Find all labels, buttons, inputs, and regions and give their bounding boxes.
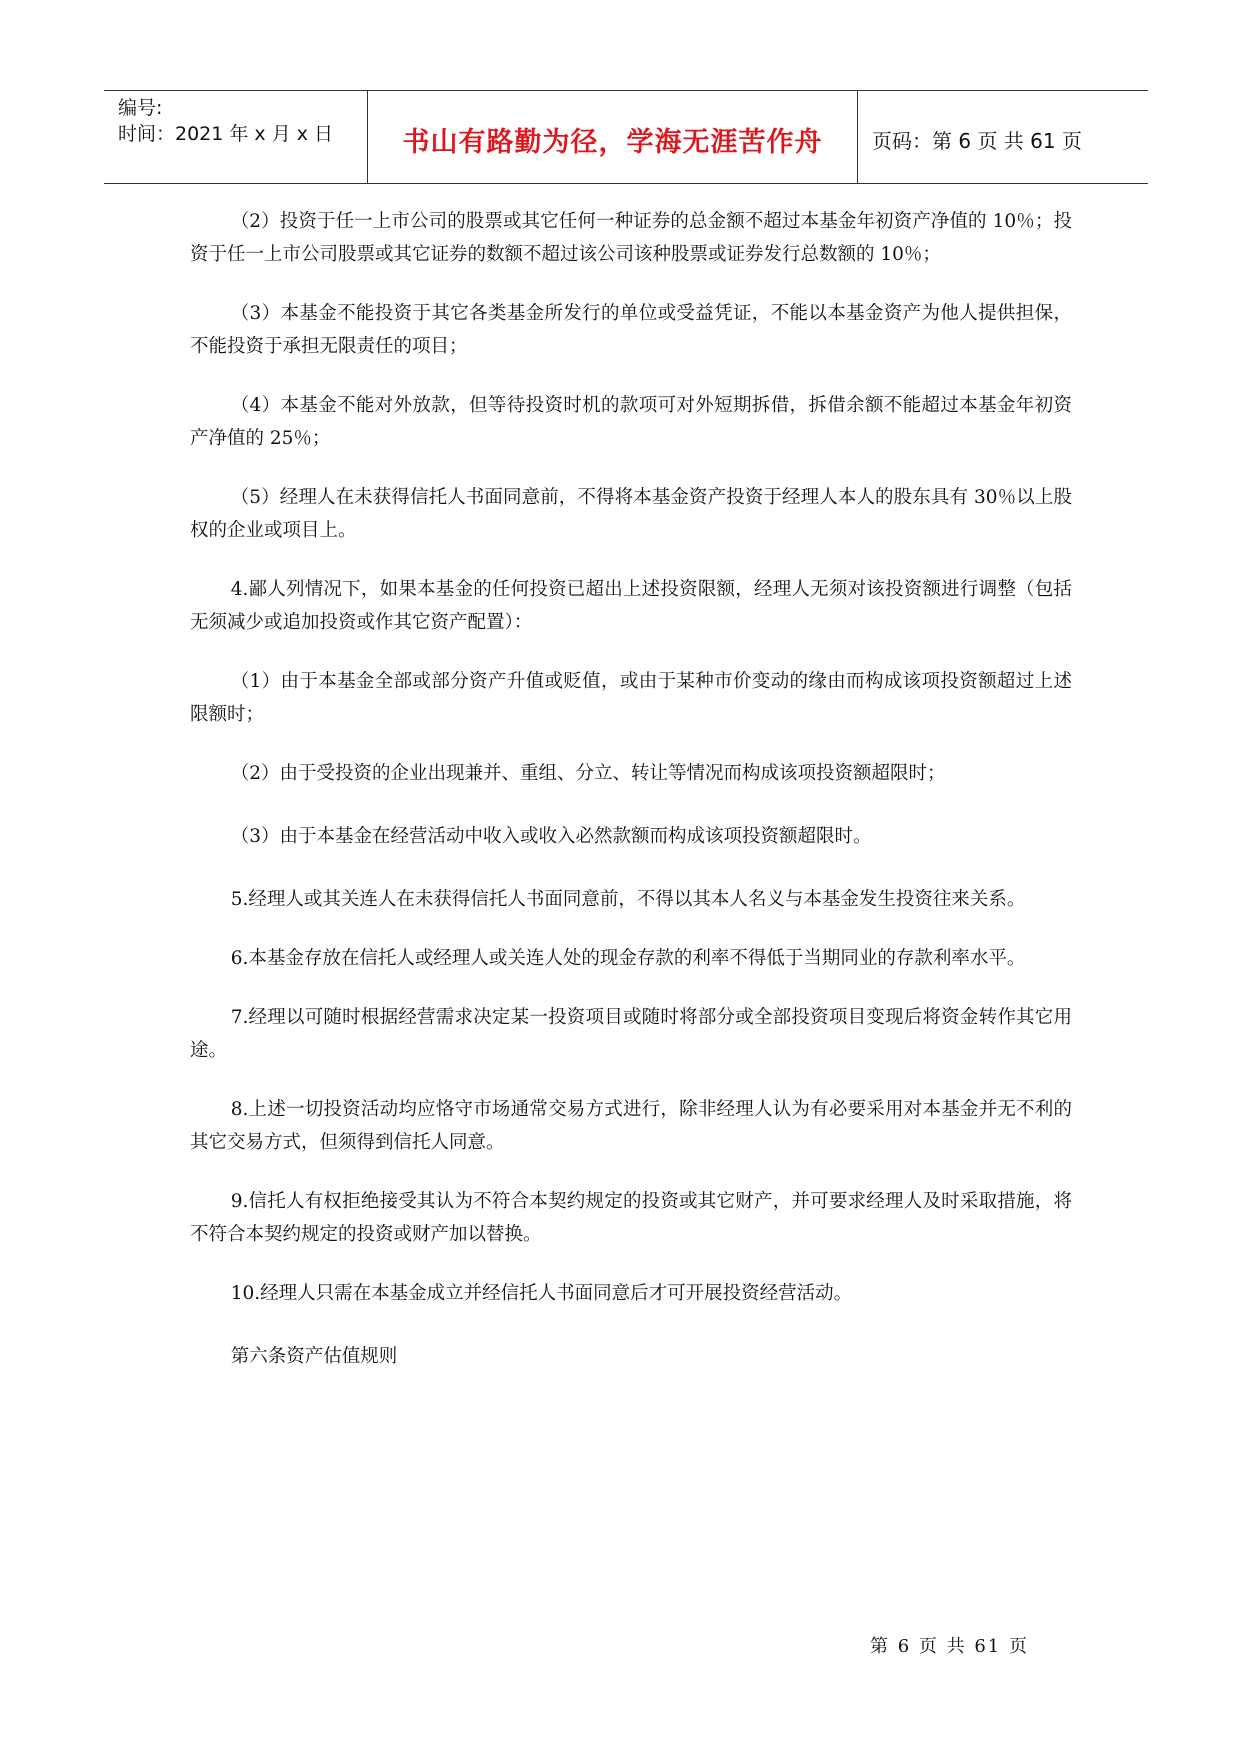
clause-10: 10.经理人只需在本基金成立并经信托人书面同意后才可开展投资经营活动。 xyxy=(230,1283,853,1304)
header-page-number: 页码：第 6 页 共 61 页 xyxy=(872,128,1082,153)
clause-9: 9.信托人有权拒绝接受其认为不符合本契约规定的投资或其它财产，并可要求经理人及时采取措施，将不符合本契约规定的投资或财产加以替换。 xyxy=(190,1191,1072,1245)
paragraph-3: （3）本基金不能投资于其它各类基金所发行的单位或受益凭证，不能以本基金资产为他人提供担保，不能投资于承担无限责任的项目； xyxy=(190,303,1072,357)
clause-7: 7.经理以可随时根据经营需求决定某一投资项目或随时将部分或全部投资项目变现后将资金转作其它用途。 xyxy=(190,1007,1072,1061)
paragraph-5: （5）经理人在未获得信托人书面同意前，不得将本基金资产投资于经理人本人的股东具有 30％以上股权的企业或项目上。 xyxy=(190,487,1072,541)
clause-4-item-2: （2）由于受投资的企业出现兼并、重组、分立、转让等情况而构成该项投资额超限时； xyxy=(230,763,946,784)
clause-4: 4.鄙人列情况下，如果本基金的任何投资已超出上述投资限额，经理人无须对该投资额进行调整（包括无须减少或追加投资或作其它资产配置）： xyxy=(190,579,1072,633)
clause-5: 5.经理人或其关连人在未获得信托人书面同意前，不得以其本人名义与本基金发生投资往来关系。 xyxy=(230,889,1026,910)
header-motto: 书山有路勤为径，学海无涯苦作舟 xyxy=(368,91,858,183)
header-meta xyxy=(104,91,368,183)
clause-8: 8.上述一切投资活动均应恪守市场通常交易方式进行，除非经理人认为有必要采用对本基金并无不利的其它交易方式，但须得到信托人同意。 xyxy=(190,1099,1072,1153)
page-header xyxy=(104,90,1148,184)
document-number-label: 编号: xyxy=(118,97,163,119)
paragraph-2: （2）投资于任一上市公司的股票或其它任何一种证券的总金额不超过本基金年初资产净值的 10％；投资于任一上市公司股票或其它证券的数额不超过该公司该种股票或证券发行总数额的 10％； xyxy=(190,211,1072,265)
clause-6: 6.本基金存放在信托人或经理人或关连人处的现金存款的利率不得低于当期同业的存款利率水平。 xyxy=(230,948,1026,969)
paragraph-4: （4）本基金不能对外放款，但等待投资时机的款项可对外短期拆借，拆借余额不能超过本基金年初资产净值的 25％； xyxy=(190,395,1072,449)
document-body xyxy=(190,205,1072,1403)
document-time-label: 时间：2021 年 x 月 x 日 xyxy=(118,123,334,145)
section-heading-article-6: 第六条资产估值规则 xyxy=(230,1346,398,1367)
page-footer: 第 6 页 共 61 页 xyxy=(870,1636,1029,1657)
clause-4-item-3: （3）由于本基金在经营活动中收入或收入必然款额而构成该项投资额超限时。 xyxy=(230,826,872,847)
clause-4-item-1: （1）由于本基金全部或部分资产升值或贬值，或由于某种市价变动的缘由而构成该项投资额超过上述限额时； xyxy=(190,671,1072,725)
